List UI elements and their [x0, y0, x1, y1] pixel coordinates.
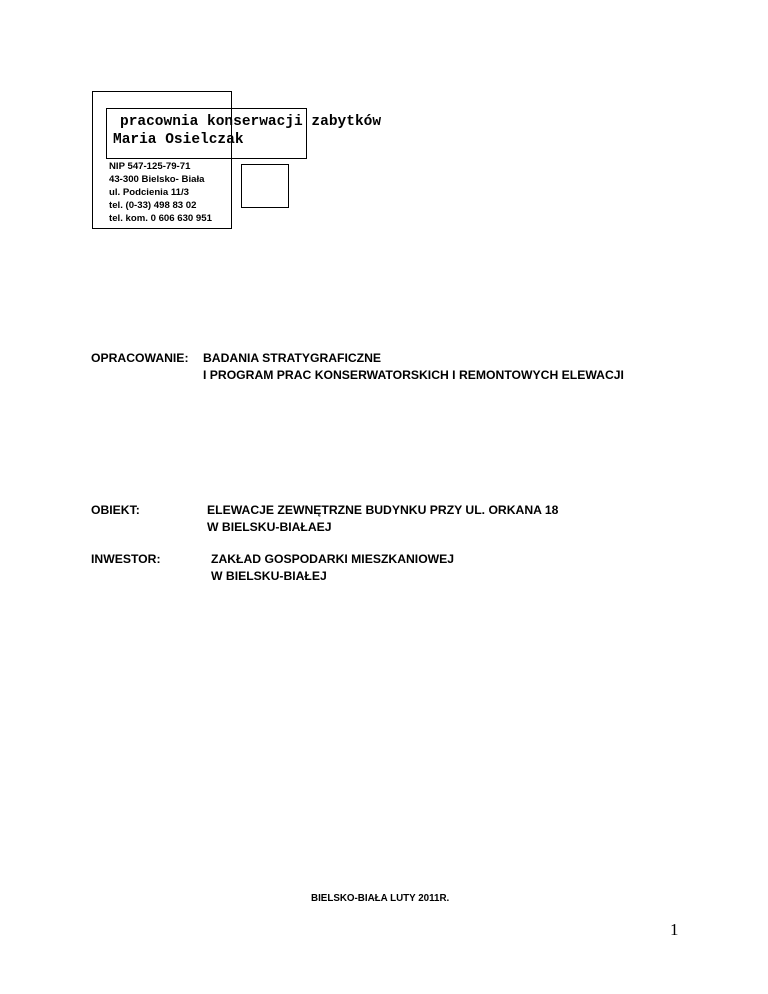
obiekt-line2: W BIELSKU-BIAŁAEJ: [207, 520, 332, 534]
inwestor-line2: W BIELSKU-BIAŁEJ: [211, 569, 327, 583]
stamp-street: ul. Podcienia 11/3: [109, 187, 189, 198]
opracowanie-line2: I PROGRAM PRAC KONSERWATORSKICH I REMONTOWYCH ELEWACJI: [203, 368, 624, 382]
opracowanie-line1: BADANIA STRATYGRAFICZNE: [203, 351, 382, 365]
opracowanie-label: OPRACOWANIE:: [91, 351, 189, 365]
stamp-mobile: tel. kom. 0 606 630 951: [109, 213, 212, 224]
inwestor-line1: ZAKŁAD GOSPODARKI MIESZKANIOWEJ: [211, 552, 455, 566]
stamp-square: [241, 164, 289, 208]
stamp-studio-name: pracownia konserwacji zabytków: [120, 114, 382, 130]
stamp-phone: tel. (0-33) 498 83 02: [109, 200, 197, 211]
inwestor-label: INWESTOR:: [91, 552, 161, 566]
stamp-owner-name: Maria Osielczak: [113, 132, 244, 148]
footer-place-date: BIELSKO-BIAŁA LUTY 2011R.: [311, 893, 450, 904]
stamp-postcode-city: 43-300 Bielsko- Biała: [109, 174, 205, 185]
obiekt-label: OBIEKT:: [91, 503, 140, 517]
page-number: 1: [670, 920, 679, 939]
stamp-nip: NIP 547-125-79-71: [109, 161, 191, 172]
obiekt-line1: ELEWACJE ZEWNĘTRZNE BUDYNKU PRZY UL. ORKANA 18: [207, 503, 559, 517]
